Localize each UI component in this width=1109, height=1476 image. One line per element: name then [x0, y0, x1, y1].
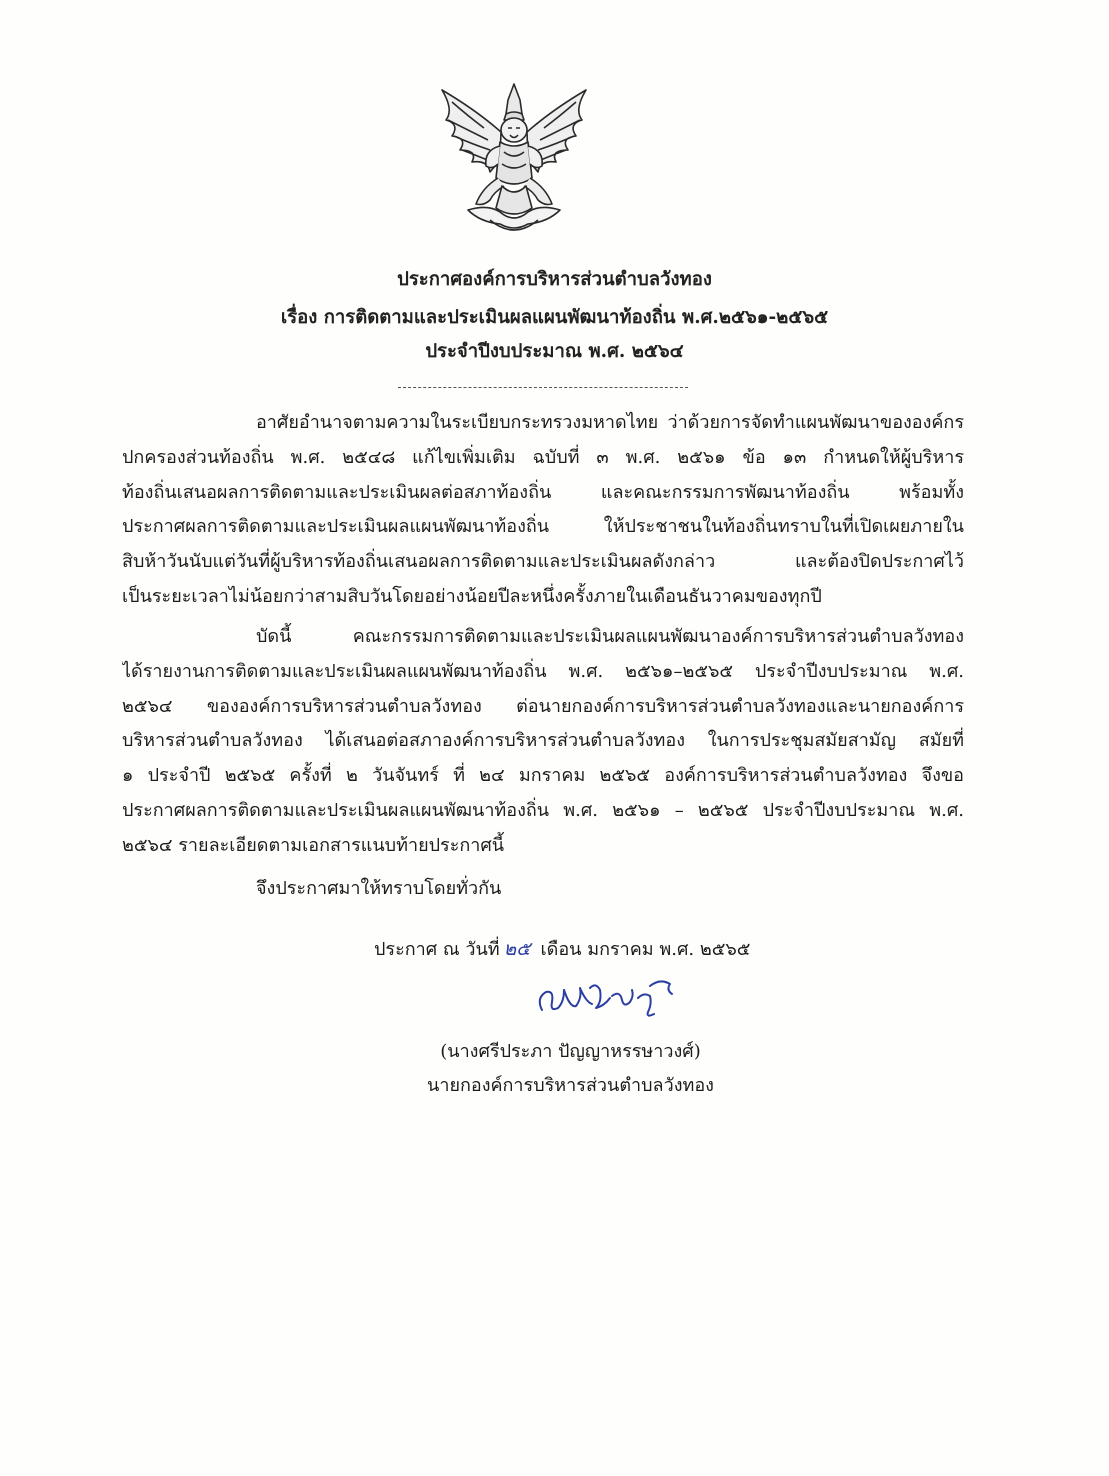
paragraph-line: บริหารส่วนตำบลวังทอง ได้เสนอต่อสภาองค์การบริหารส่วนตำบลวังทอง ในการประชุมสมัยสามัญ สมัยที่ — [122, 730, 964, 752]
paragraph-line: สิบห้าวันนับแต่วันที่ผู้บริหารท้องถิ่นเสนอผลการติดตามและประเมินผลดังกล่าว และต้องปิดประกาศไว้ — [122, 551, 964, 573]
paragraph-line: ท้องถิ่นเสนอผลการติดตามและประเมินผลต่อสภาท้องถิ่น และคณะกรรมการพัฒนาท้องถิ่น พร้อมทั้ง — [122, 481, 964, 503]
paragraph-line: ได้รายงานการติดตามและประเมินผลแผนพัฒนาท้องถิ่น พ.ศ. ๒๕๖๑–๒๕๖๕ ประจำปีงบประมาณ พ.ศ. — [122, 660, 964, 682]
announcement-title: ประกาศองค์การบริหารส่วนตำบลวังทอง — [397, 269, 712, 290]
closing-statement: จึงประกาศมาให้ทราบโดยทั่วกัน — [256, 878, 502, 899]
signer-name: (นางศรีประภา ปัญญาหรรษาวงศ์) — [440, 1041, 701, 1062]
fiscal-year-line: ประจำปีงบประมาณ พ.ศ. ๒๕๖๔ — [425, 341, 684, 362]
date-month-year: เดือน มกราคม พ.ศ. ๒๕๖๕ — [540, 939, 751, 960]
announcement-date — [374, 932, 750, 967]
garuda-emblem-icon — [428, 80, 600, 240]
paragraph-line: ประกาศผลการติดตามและประเมินผลแผนพัฒนาท้องถิ่น พ.ศ. ๒๕๖๑ – ๒๕๖๕ ประจำปีงบประมาณ พ.ศ. — [122, 799, 964, 821]
paragraph-line: เป็นระยะเวลาไม่น้อยกว่าสามสิบวันโดยอย่างน้อยปีละหนึ่งครั้งภายในเดือนธันวาคมของทุกปี — [122, 585, 822, 607]
paragraph-line: ๑ ประจำปี ๒๕๖๕ ครั้งที่ ๒ วันจันทร์ ที่ ๒๔ มกราคม ๒๕๖๕ องค์การบริหารส่วนตำบลวังทอง จึงขอ — [122, 765, 964, 787]
handwritten-day: ๒๕ — [503, 938, 531, 960]
paragraph-line: ๒๕๖๔ ขององค์การบริหารส่วนตำบลวังทอง ต่อนายกองค์การบริหารส่วนตำบลวังทองและนายกองค์การ — [122, 695, 964, 717]
body-paragraph-2 — [122, 620, 964, 864]
dashed-divider — [398, 387, 688, 388]
signer-title: นายกองค์การบริหารส่วนตำบลวังทอง — [427, 1075, 714, 1096]
announcement-subject: เรื่อง การติดตามและประเมินผลแผนพัฒนาท้องถิ่น พ.ศ.๒๕๖๑-๒๕๖๕ — [280, 307, 829, 328]
date-prefix: ประกาศ ณ วันที่ — [374, 939, 500, 960]
paragraph-line: ปกครองส่วนท้องถิ่น พ.ศ. ๒๕๔๘ แก้ไขเพิ่มเติม ฉบับที่ ๓ พ.ศ. ๒๕๖๑ ข้อ ๑๓ กำหนดให้ผู้บริหาร — [122, 446, 964, 468]
paragraph-line: บัดนี้ คณะกรรมการติดตามและประเมินผลแผนพัฒนาองค์การบริหารส่วนตำบลวังทอง — [256, 626, 964, 647]
paragraph-line: ประกาศผลการติดตามและประเมินผลแผนพัฒนาท้องถิ่น ให้ประชาชนในท้องถิ่นทราบในที่เปิดเผยภายใน — [122, 516, 964, 538]
body-paragraph-1 — [122, 406, 964, 615]
paragraph-line: ๒๕๖๔ รายละเอียดตามเอกสารแนบท้ายประกาศนี้ — [122, 834, 505, 856]
handwritten-signature — [530, 968, 680, 1022]
paragraph-line: อาศัยอำนาจตามความในระเบียบกระทรวงมหาดไทย ว่าด้วยการจัดทำแผนพัฒนาขององค์กร — [256, 412, 964, 433]
